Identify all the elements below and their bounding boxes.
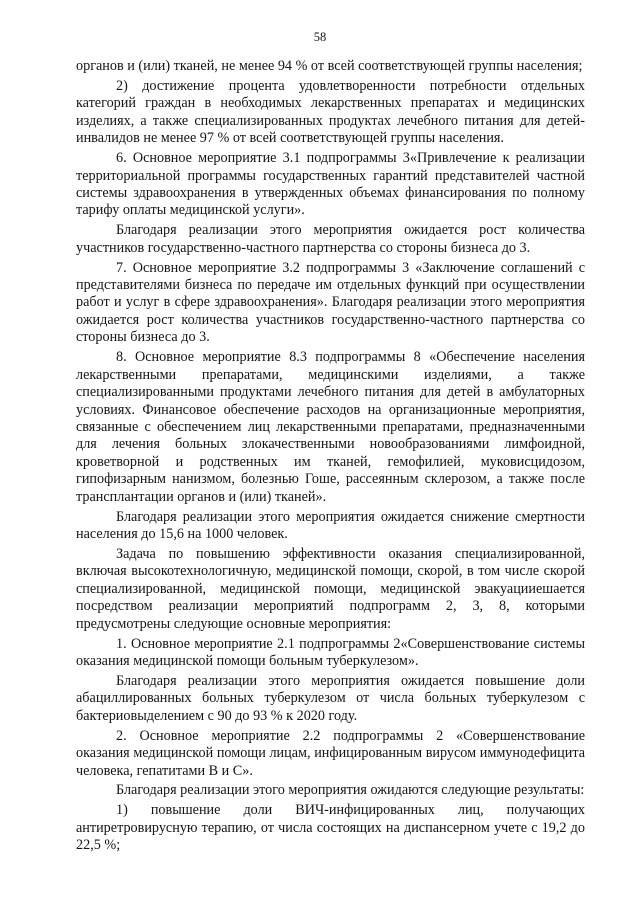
paragraph-continuation: органов и (или) тканей, не менее 94 % от всей соответствующей группы населения; xyxy=(76,58,583,74)
paragraph-item-2: 2) достижение процента удовлетворенности потребности отдельных категорий граждан в необходимых лекарственных препаратах и медицинских изделиях, а также специализированных продуктах лечебного питания для детей-инвалидов не менее 97 % от всей соответствующей группы населения. xyxy=(76,77,585,147)
paragraph-measure-8: 8. Основное мероприятие 8.3 подпрограммы 8 «Обеспечение населения лекарственными препаратами, медицинскими изделиями, а также специализированными продуктами лечебного питания для детей в амбулаторных условиях. Финансовое обеспечение расходов на организационные мероприятия, связанные с обеспечением лиц лекарственными препаратами, предназначенными для лечения больных злокачественными новообразованиями лимфоидной, кроветворной и родственных им тканей, гемофилией, муковисцидозом, гипофизарным нанизмом, болезнью Гоше, рассеянным склерозом, а также после трансплантации органов и (или) тканей». xyxy=(76,349,585,505)
paragraph-result-6: Благодаря реализации этого мероприятия ожидается рост количества участников государственно-частного партнерства со стороны бизнеса до 3. xyxy=(76,222,585,256)
paragraph-measure-6: 6. Основное мероприятие 3.1 подпрограммы 3«Привлечение к реализации территориальной программы государственных гарантий представителей частной системы здравоохранения в утвержденных объемах финансирования по полному тарифу оплаты медицинской услуги». xyxy=(76,150,585,219)
page-number: 58 xyxy=(313,30,327,44)
paragraph-result-item-1: 1) повышение доли ВИЧ-инфицированных лиц, получающих антиретровирусную терапию, от числа состоящих на диспансерном учете с 19,2 до 22,5 %; xyxy=(76,802,585,854)
paragraph-results-intro: Благодаря реализации этого мероприятия ожидаются следующие результаты: xyxy=(116,782,585,799)
paragraph-measure-2: 2. Основное мероприятие 2.2 подпрограммы 2 «Совершенствование оказания медицинской помощи лицам, инфицированным вирусом иммунодефицита человека, гепатитами В и С». xyxy=(76,727,585,779)
paragraph-result-8: Благодаря реализации этого мероприятия ожидается снижение смертности населения до 15,6 на 1000 человек. xyxy=(76,508,585,543)
paragraph-measure-1: 1. Основное мероприятие 2.1 подпрограммы 2«Совершенствование системы оказания медицинской помощи больным туберкулезом». xyxy=(76,635,585,670)
document-body xyxy=(76,58,585,857)
paragraph-measure-7: 7. Основное мероприятие 3.2 подпрограммы 3 «Заключение соглашений с представителями бизнеса по передаче им отдельных функций при осуществлении работ и услуг в сфере здравоохранения». Благодаря реализации этого мероприятия ожидается рост количества участников государственно-частного партнерства со стороны бизнеса до 3. xyxy=(76,259,585,346)
paragraph-result-1: Благодаря реализации этого мероприятия ожидается повышение доли абациллированных больных туберкулезом от числа больных туберкулезом с бактериовыделением с 90 до 93 % к 2020 году. xyxy=(76,672,585,724)
paragraph-task: Задача по повышению эффективности оказания специализированной, включая высокотехнологичную, медицинской помощи, скорой, в том числе скорой специализированной, медицинской помощи, медицинской эвакуацииешается посредством реализации мероприятий подпрограмм 2, 3, 8, которыми предусмотрены следующие основные мероприятия: xyxy=(76,545,585,632)
